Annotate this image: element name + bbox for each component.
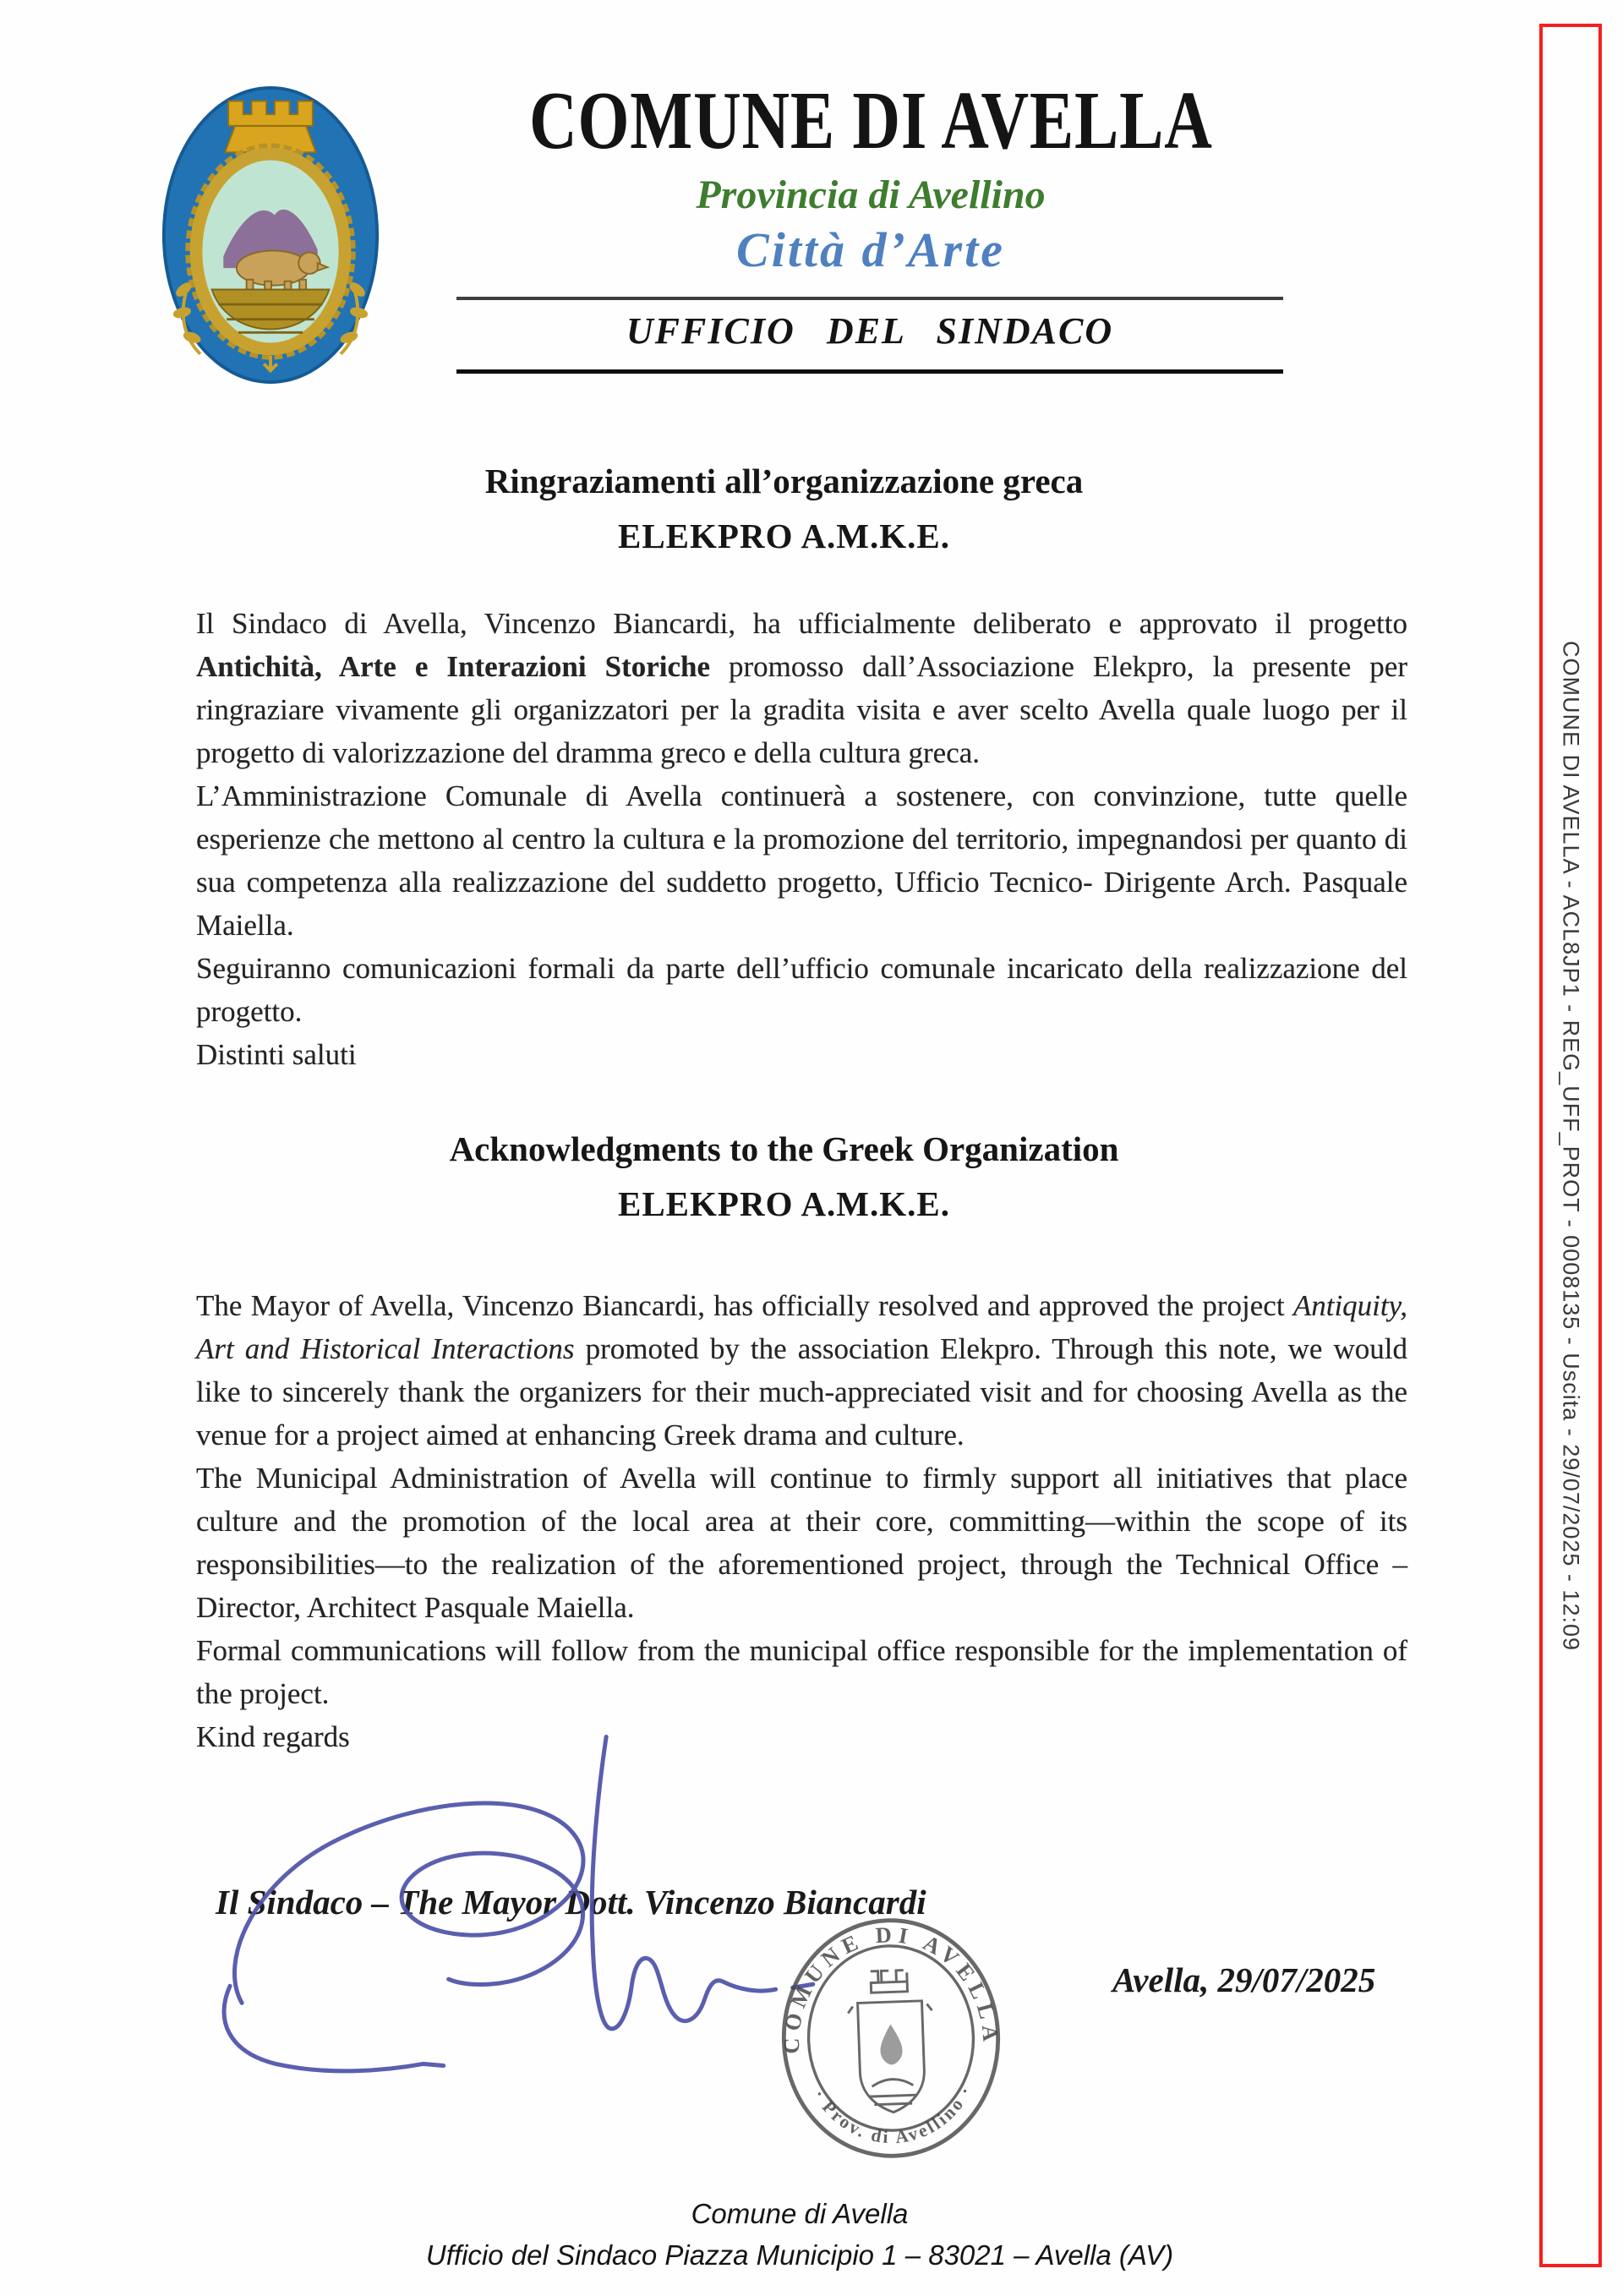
paragraph: Il Sindaco di Avella, Vincenzo Biancardi, ha ufficialmente deliberato e approvato il progetto Antichità, Arte e Interazioni Storiche promosso dall’Associazione Elekpro, la presente per ringraziare vivamente gli organizzatori per la gradita visita e aver scelto Avella quale luogo per il progetto di valorizzazione del dramma greco e della cultura greca. xyxy=(196,607,1407,769)
office-label: UFFICIO DEL SINDACO xyxy=(626,310,1114,352)
stamp-bottom-text: · Prov. di Avellino · xyxy=(809,2081,977,2148)
province-subtitle: Provincia di Avellino xyxy=(696,172,1046,217)
signatory-line: Il Sindaco – The Mayor Dott. Vincenzo Biancardi xyxy=(216,1883,926,1922)
stamp-crown-icon xyxy=(871,1970,908,1993)
paragraph: The Mayor of Avella, Vincenzo Biancardi, has officially resolved and approved the project Antiquity, Art and Historical Interactions promoted by the association Elekpro. Through this note, we would like to sincerely thank the organizers for their much-appreciated visit and for choosing Avella as the venue for a project aimed at enhancing Greek drama and culture. xyxy=(196,1289,1408,1451)
header-divider-bottom xyxy=(456,369,1283,374)
paragraph: Distinti saluti xyxy=(196,1038,357,1071)
english-body-text xyxy=(196,1284,1407,1758)
city-of-art-tagline: Città d’Arte xyxy=(736,221,1005,277)
stamp-top-text: COMUNE DI AVELLA xyxy=(779,1922,1003,2054)
page-title: COMUNE DI AVELLA xyxy=(528,75,1213,167)
header-divider-top xyxy=(456,297,1283,300)
coat-of-arms-avella-logo xyxy=(159,73,382,394)
paragraph: Formal communications will follow from the municipal office responsible for the implementation of the project. xyxy=(196,1634,1407,1710)
footer-municipality: Comune di Avella xyxy=(691,2198,909,2229)
stamp-shield-icon xyxy=(848,2000,936,2113)
paragraph: The Municipal Administration of Avella will continue to firmly support all initiatives that place culture and the promotion of the local area at their core, committing—within the scope of its responsibilities—to the realization of the aforementioned project, through the Technical Office – Director, Architect Pasquale Maiella. xyxy=(196,1462,1407,1624)
italian-body-text xyxy=(196,602,1407,1076)
paragraph: L’Amministrazione Comunale di Avella continuerà a sostenere, con convinzione, tutte quelle esperienze che mettono al centro la cultura e la promozione del territorio, impegnandosi per quanto di sua competenza alla realizzazione del suddetto progetto, Ufficio Tecnico- Dirigente Arch. Pasquale Maiella. xyxy=(196,779,1407,942)
paragraph: Seguiranno comunicazioni formali da parte dell’ufficio comunale incaricato della realizzazione del progetto. xyxy=(196,952,1407,1028)
round-stamp xyxy=(759,1901,1024,2175)
italian-section-heading: Ringraziamenti all’organizzazione greca ELEKPRO A.M.K.E. xyxy=(484,462,1084,555)
protocol-stamp-frame xyxy=(1539,24,1602,2267)
place-date-line: Avella, 29/07/2025 xyxy=(1112,1960,1376,1999)
footer-address: Ufficio del Sindaco Piazza Municipio 1 – 83021 – Avella (AV) xyxy=(425,2239,1174,2271)
letter-footer xyxy=(194,2198,1405,2271)
paragraph: Kind regards xyxy=(196,1720,350,1753)
protocol-vertical-text: COMUNE DI AVELLA - ACL8JP1 - REG_UFF_PROT - 0008135 - Uscita - 29/07/2025 - 12:09 xyxy=(1558,640,1584,1651)
english-section-heading: Acknowledgments to the Greek Organization ELEKPRO A.M.K.E. xyxy=(449,1129,1119,1223)
letterhead xyxy=(355,75,1386,278)
